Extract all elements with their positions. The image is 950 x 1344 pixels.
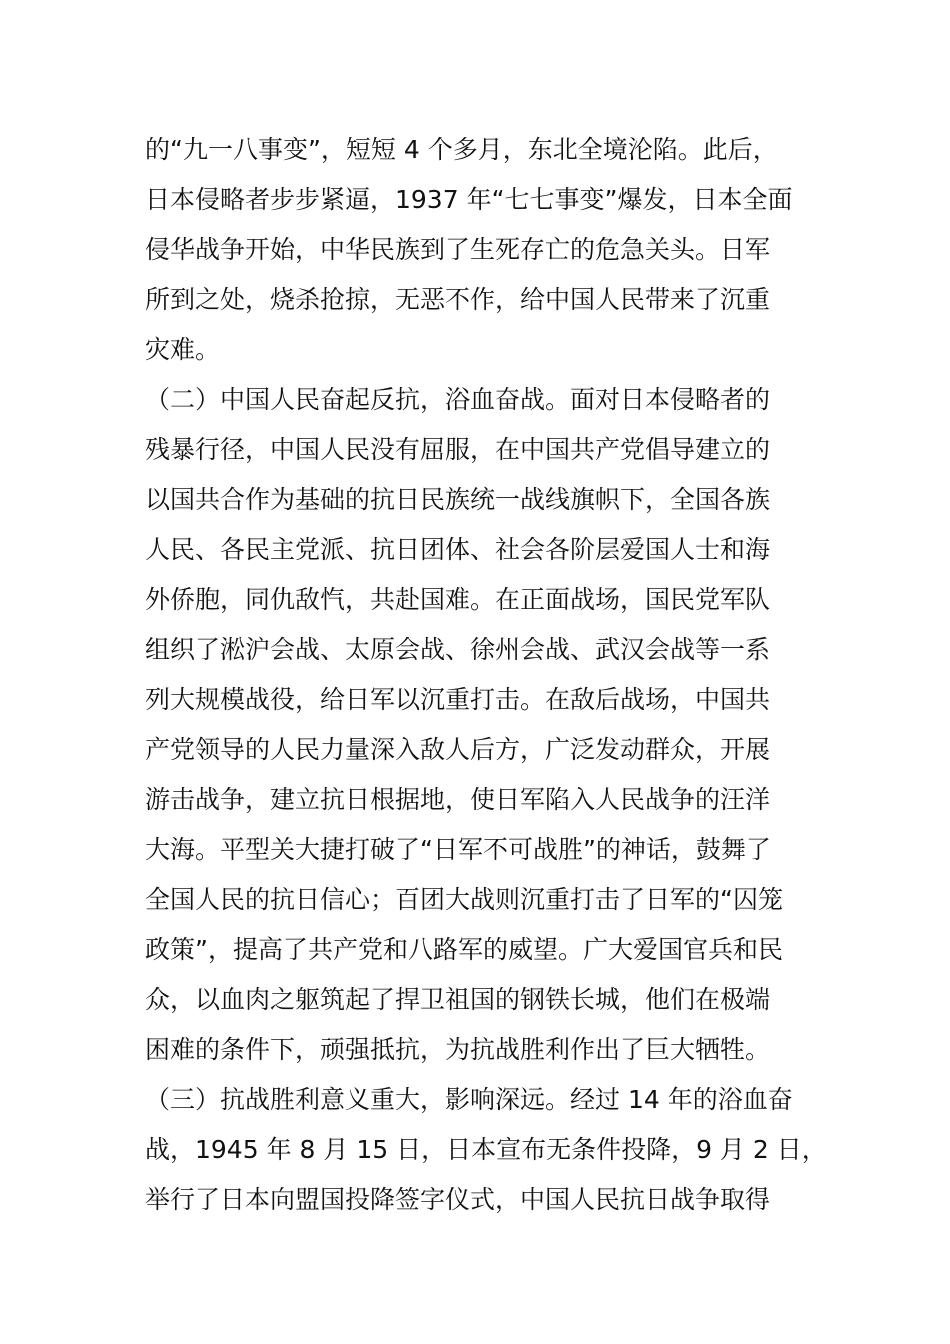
text-line-12: 列大规模战役，给日军以沉重打击。在敌后战场，中国共 (145, 685, 771, 714)
text-line-16: 全国人民的抗日信心；百团大战则沉重打击了日军的“囚笼 (145, 885, 783, 914)
text-line-17: 政策”，提高了共产党和八路军的威望。广大爱国官兵和民 (145, 935, 783, 964)
text-line-2: 日本侵略者步步紧逼，1937 年“七七事变”爆发，日本全面 (145, 185, 793, 214)
text-line-11: 组织了淞沪会战、太原会战、徐州会战、武汉会战等一系 (145, 635, 771, 664)
text-line-21: 战，1945 年 8 月 15 日，日本宣布无条件投降，9 月 2 日， (145, 1135, 827, 1164)
text-line-22: 举行了日本向盟国投降签字仪式，中国人民抗日战争取得 (145, 1185, 771, 1214)
text-line-1: 的“九一八事变”，短短 4 个多月，东北全境沦陷。此后， (145, 135, 778, 164)
text-line-5: 灾难。 (145, 335, 221, 364)
text-line-18: 众，以血肉之躯筑起了捍卫祖国的钢铁长城，他们在极端 (145, 985, 771, 1014)
text-line-8: 以国共合作为基础的抗日民族统一战线旗帜下，全国各族 (145, 485, 771, 514)
text-line-14: 游击战争，建立抗日根据地，使日军陷入人民战争的汪洋 (145, 785, 771, 814)
document-page (145, 125, 835, 1225)
text-line-13: 产党领导的人民力量深入敌人后方，广泛发动群众，开展 (145, 735, 771, 764)
text-line-3: 侵华战争开始，中华民族到了生死存亡的危急关头。日军 (145, 235, 771, 264)
text-line-15: 大海。平型关大捷打破了“日军不可战胜”的神话，鼓舞了 (145, 835, 771, 864)
section-heading-3: （三）抗战胜利意义重大，影响深远。经过 14 年的浴血奋 (145, 1085, 793, 1114)
text-line-10: 外侨胞，同仇敌忾，共赴国难。在正面战场，国民党军队 (145, 585, 771, 614)
text-line-7: 残暴行径，中国人民没有屈服，在中国共产党倡导建立的 (145, 435, 771, 464)
section-heading-2: （二）中国人民奋起反抗，浴血奋战。面对日本侵略者的 (145, 385, 771, 414)
text-line-19: 困难的条件下，顽强抵抗，为抗战胜利作出了巨大牺牲。 (145, 1035, 771, 1064)
text-line-9: 人民、各民主党派、抗日团体、社会各阶层爱国人士和海 (145, 535, 771, 564)
text-line-4: 所到之处，烧杀抢掠，无恶不作，给中国人民带来了沉重 (145, 285, 771, 314)
